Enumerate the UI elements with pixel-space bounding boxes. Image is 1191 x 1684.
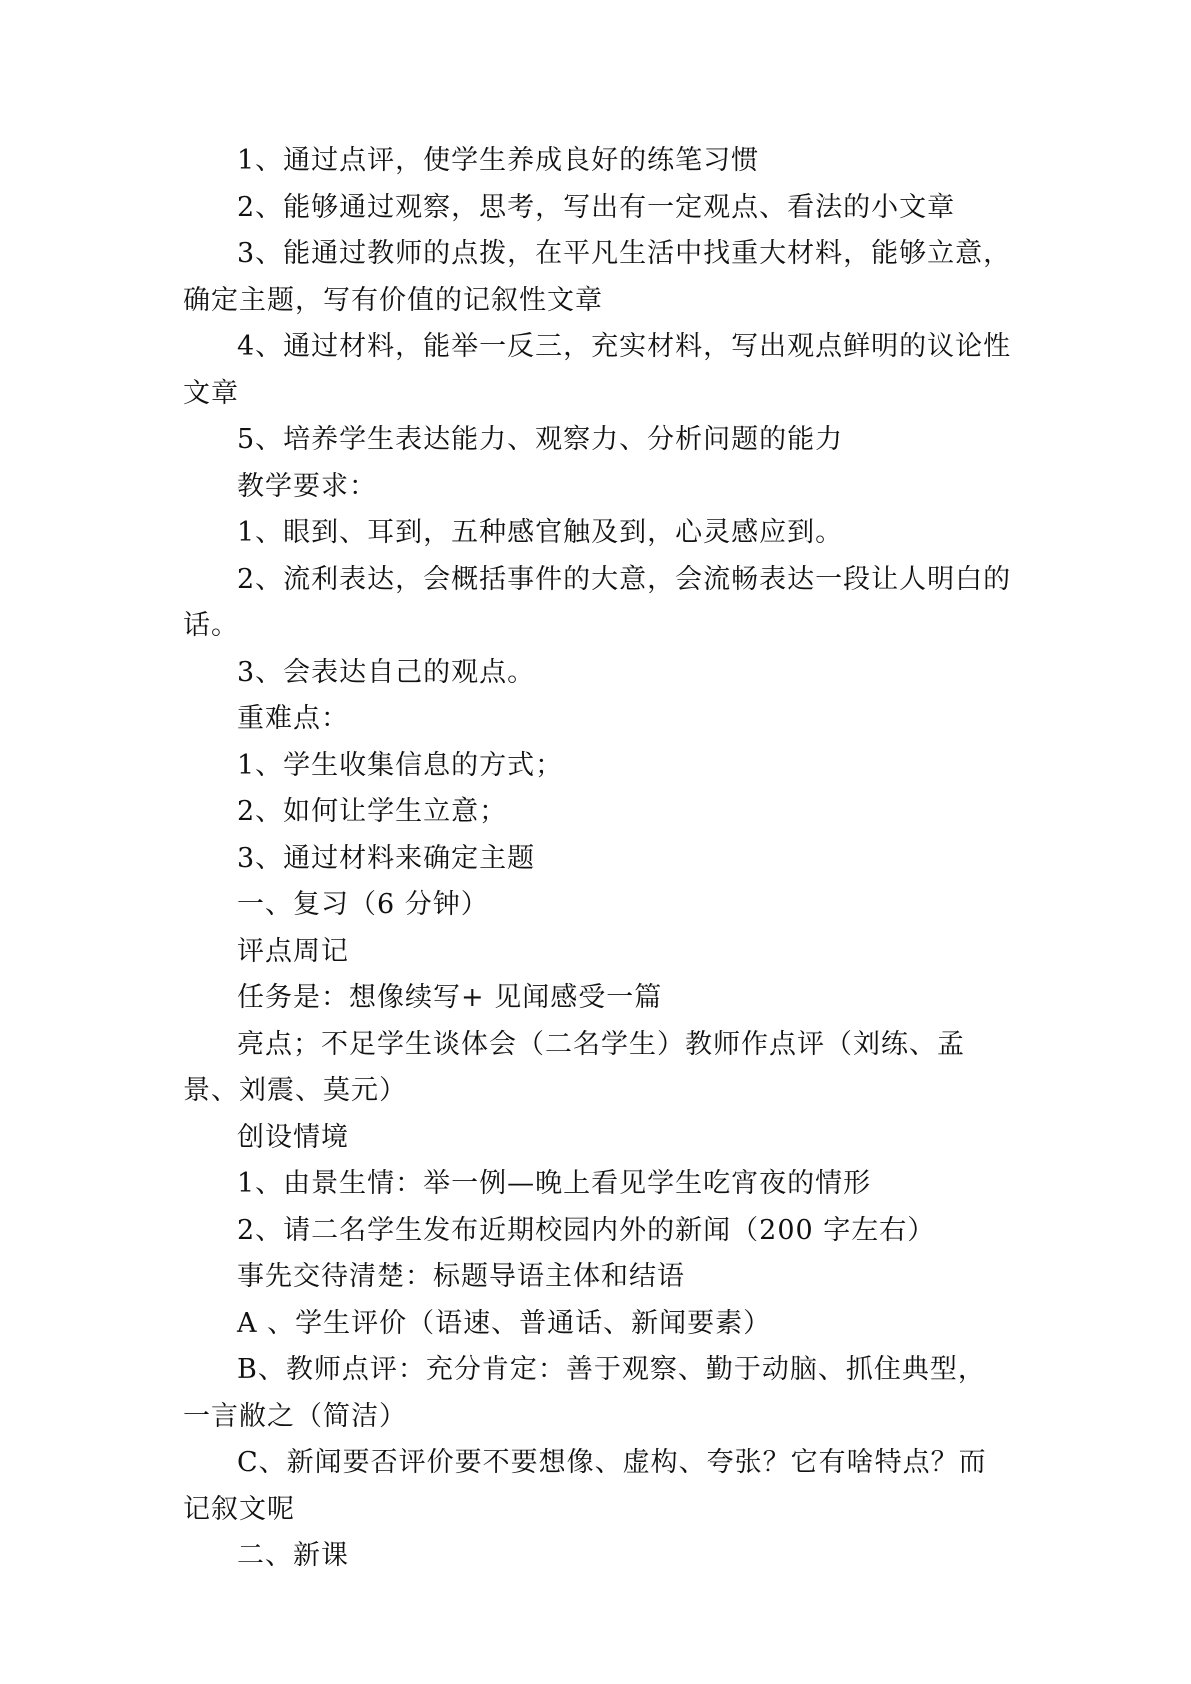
key-points-heading: 重难点： (237, 703, 349, 734)
evaluation-b: B、教师点评：充分肯定：善于观察、勤于动脑、抓住典型，一言敝之（简洁） (183, 1354, 986, 1432)
requirement-1: 1、眼到、耳到，五种感官触及到，心灵感应到。 (237, 517, 844, 548)
scenario-note: 事先交待清楚：标题导语主体和结语 (237, 1261, 685, 1292)
scenario-item-2: 2、请二名学生发布近期校园内外的新闻（200 字左右） (237, 1214, 936, 1246)
scenario-item-1: 1、由景生情：举一例—晚上看见学生吃宵夜的情形 (237, 1168, 872, 1199)
evaluation-a: A 、学生评价（语速、普通话、新闻要素） (237, 1307, 772, 1339)
requirement-2: 2、流利表达，会概括事件的大意，会流畅表达一段让人明白的话。 (183, 563, 1012, 641)
section-review-heading: 一、复习（6 分钟） (237, 889, 489, 920)
key-point-1: 1、学生收集信息的方式； (237, 749, 564, 781)
teaching-requirements-heading: 教学要求： (237, 470, 377, 502)
document-body (183, 138, 1013, 1580)
objective-4: 4、通过材料，能举一反三，充实材料，写出观点鲜明的议论性文章 (183, 331, 1012, 409)
key-point-2: 2、如何让学生立意； (237, 796, 508, 827)
evaluation-c: C、新闻要否评价要不要想像、虚构、夸张？它有啥特点？而记叙文呢 (183, 1447, 987, 1525)
objective-3: 3、能通过教师的点拨，在平凡生活中找重大材料，能够立意，确定主题，写有价值的记叙性文章 (183, 238, 1012, 316)
review-highlights: 亮点；不足学生谈体会（二名学生）教师作点评（刘练、孟景、刘震、莫元） (183, 1028, 965, 1106)
requirement-3: 3、会表达自己的观点。 (237, 656, 536, 688)
objective-2: 2、能够通过观察，思考，写出有一定观点、看法的小文章 (237, 191, 956, 223)
objective-1: 1、通过点评，使学生养成良好的练笔习惯 (237, 145, 760, 176)
review-item-weekly-notes: 评点周记 (237, 935, 349, 967)
objective-5: 5、培养学生表达能力、观察力、分析问题的能力 (237, 424, 844, 455)
scenario-heading: 创设情境 (237, 1121, 349, 1153)
review-task: 任务是：想像续写+ 见闻感受一篇 (237, 982, 663, 1013)
section-new-lesson-heading: 二、新课 (237, 1540, 349, 1571)
key-point-3: 3、通过材料来确定主题 (237, 842, 536, 874)
